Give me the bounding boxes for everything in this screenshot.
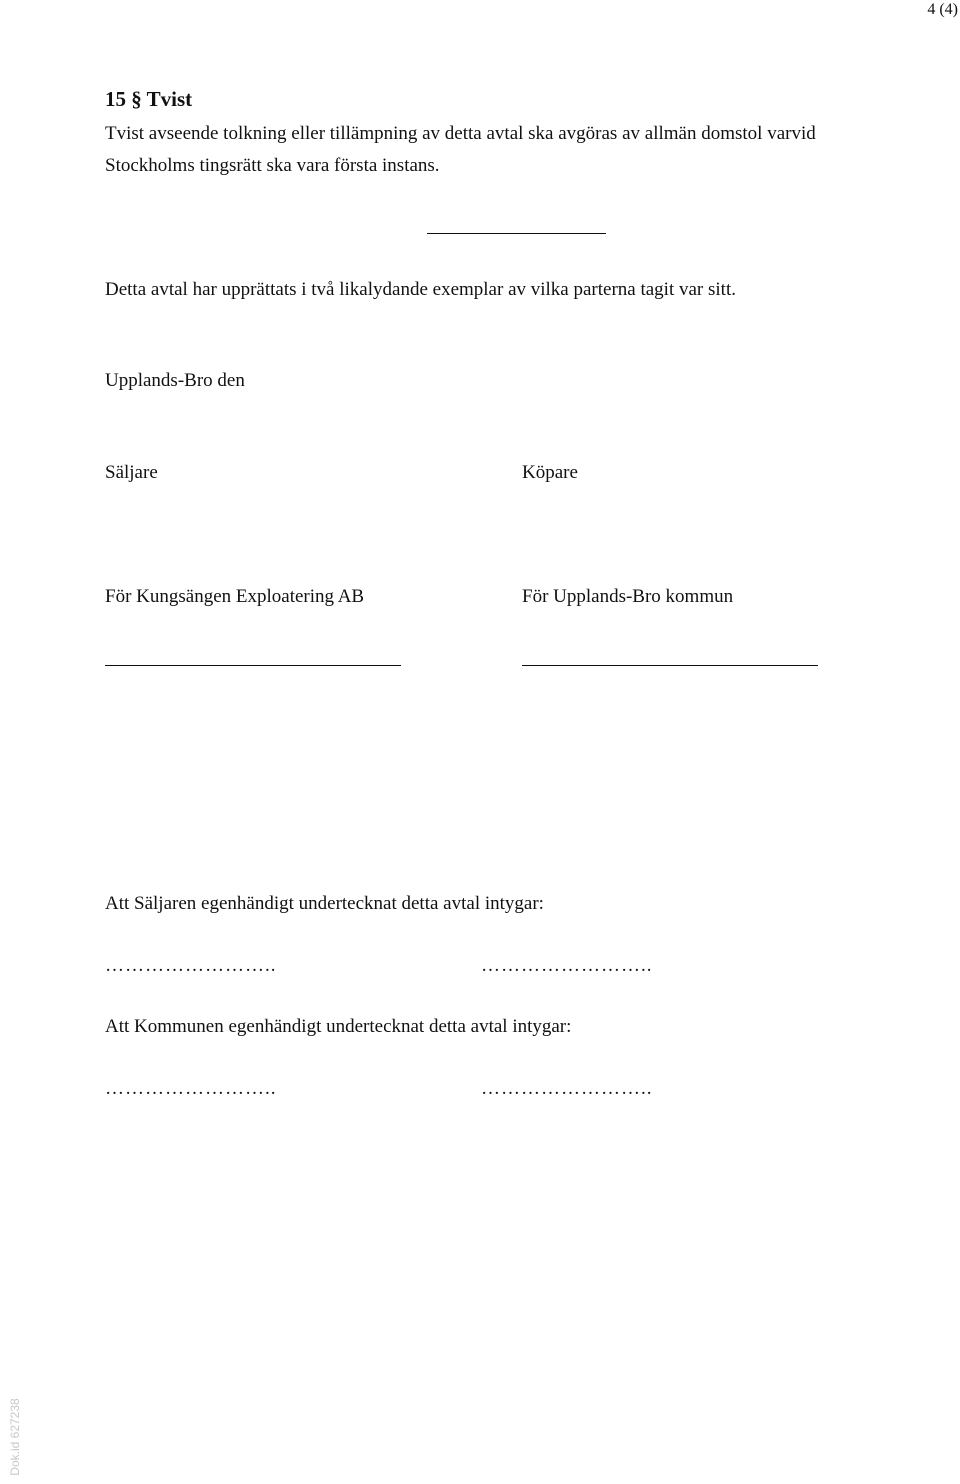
closing-statement: Detta avtal har upprättats i två likalydande exemplar av vilka parterna tagit var sitt. (105, 279, 736, 300)
seller-witness-2-dots: …………………….. (481, 955, 653, 976)
seller-attestation-text: Att Säljaren egenhändigt undertecknat detta avtal intygar: (105, 893, 544, 914)
page-number: 4 (4) (927, 1, 958, 18)
buyer-label: Köpare (522, 462, 578, 483)
municipality-witness-1-dots: …………………….. (105, 1078, 277, 1099)
section-heading: 15 § Tvist (105, 87, 193, 111)
seller-witness-1-dots: …………………….. (105, 955, 277, 976)
section-text-line-2: Stockholms tingsrätt ska vara första instans. (105, 155, 440, 176)
document-id: Dok.id 627238 (8, 1398, 22, 1476)
separator-line (427, 233, 606, 234)
seller-organization: För Kungsängen Exploatering AB (105, 586, 365, 607)
buyer-signature-line (522, 665, 818, 666)
seller-label: Säljare (105, 462, 158, 483)
seller-signature-line (105, 665, 401, 666)
buyer-organization: För Upplands-Bro kommun (522, 586, 734, 607)
place-date-line: Upplands-Bro den (105, 370, 245, 391)
municipality-witness-2-dots: …………………….. (481, 1078, 653, 1099)
section-text-line-1: Tvist avseende tolkning eller tillämpning av detta avtal ska avgöras av allmän domstol varvid (105, 123, 816, 144)
municipality-attestation-text: Att Kommunen egenhändigt undertecknat detta avtal intygar: (105, 1016, 572, 1037)
